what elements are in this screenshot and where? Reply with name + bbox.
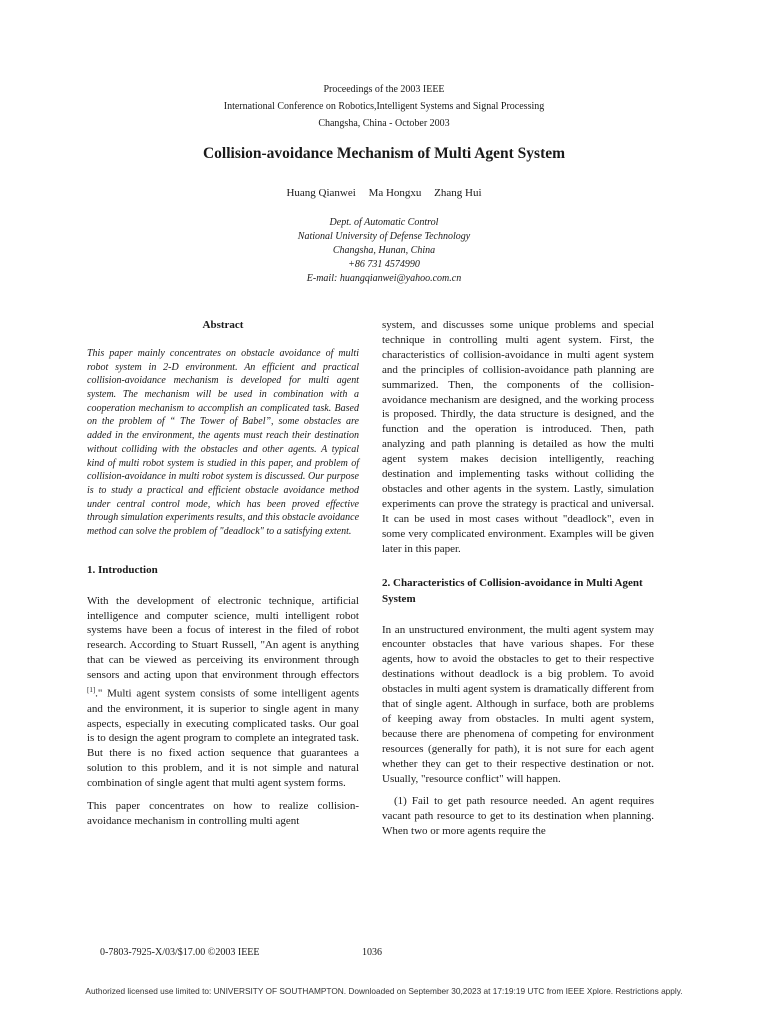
affiliation-phone: +86 731 4574990: [348, 259, 420, 270]
intro-paragraph-1-part-a: With the development of electronic technique, artificial intelligence and computer science, multi intelligent robot systems have been a focus of interest in the filed of robot research. According to Stuart Russell, "An agent is anything that can be viewed as perceiving its environment through sensors and acting upon that environment through effectors: [87, 594, 359, 682]
abstract-text: This paper mainly concentrates on obstacle avoidance of multi robot system in 2-D environment. An efficient and practical collision-avoidance mechanism is developed for multi agent system. The mechanism will be used in combination with a cooperation mechanism to accomplish an complicated task. Based on the problem of “ The Tower of Babel”, some obstacles are added in the environment, the agents must reach their destination without colliding with the obstacles and other agents. A typical kind of multi robot system is studied in this paper, and problem of collision-avoidance in multi robot system is discussed. Our purpose is to study a practical and efficient obstacle avoidance method under central control mode, which has been proved effective through simulation experiments results, and this obstacle avoidance method can solve the problem of "deadlock" to a satisfying extent.: [87, 347, 360, 538]
affiliation-dept: Dept. of Automatic Control: [329, 217, 439, 228]
affiliation-email: E-mail: huangqianwei@yahoo.com.cn: [306, 273, 462, 284]
author-3: Zhang Hui: [434, 187, 482, 199]
copyright-line: 0-7803-7925-X/03/$17.00 ©2003 IEEE: [100, 947, 260, 958]
affiliation-city: Changsha, Hunan, China: [332, 245, 436, 256]
license-notice: Authorized licensed use limited to: UNIVERSITY OF SOUTHAMPTON. Downloaded on September 30,2023 at 17:19:19 UTC from IEEE Xplore. Restrictions apply.: [85, 986, 683, 996]
affiliation-block: [0, 216, 768, 286]
affiliation-university: National University of Defense Technology: [297, 231, 471, 242]
left-column: [87, 318, 359, 837]
intro-paragraph-1: [87, 594, 359, 791]
author-list: [0, 187, 768, 199]
paper-title: Collision-avoidance Mechanism of Multi Agent System: [202, 145, 566, 162]
section-2-heading: 2. Characteristics of Collision-avoidance in Multi Agent System: [382, 576, 643, 605]
intro-heading: 1. Introduction: [87, 563, 158, 576]
proceedings-header: [0, 81, 768, 132]
right-column: [382, 318, 654, 847]
section-2-paragraph-2: (1) Fail to get path resource needed. An agent requires vacant path resource to get to its destination when planning. When two or more agents require the: [382, 795, 654, 838]
author-1: Huang Qianwei: [286, 187, 356, 199]
intro-paragraph-1-part-b: ." Multi agent system consists of some intelligent agents and the environment, it is superior to single agent in many aspects, especially in executing complicated tasks. Our goal is to design the agent program to complete an integrated task. But there is no fixed action sequence that guarantees a solution to this problem, and it is not simple and natural combination of single agent that multi agent system forms.: [87, 687, 359, 790]
proceedings-line-3: Changsha, China - October 2003: [318, 118, 450, 129]
citation-ref: [1]: [87, 686, 96, 695]
proceedings-line-2: International Conference on Robotics,Intelligent Systems and Signal Processing: [223, 101, 545, 112]
abstract-heading: Abstract: [202, 319, 244, 331]
intro-continued-paragraph: system, and discusses some unique problems and special technique in controlling multi agent system. First, the characteristics of collision-avoidance in multi agent system and the principles of collision-avoidance path planning are summarized. Then, the components of the collision-avoidance mechanism are designed, and the working process is proposed. Thirdly, the data structure is designed, and the function and the operation is introduced. Then, path analyzing and path planning is detailed as how the multi agent system makes decision intelligently, reaching destination and implementing tasks without colliding the obstacles and other agents in the system. Lastly, simulation experiments can prove the strategy is practical and universal. It can be used in most cases without "deadlock", even in some very complicated environment. Examples will be given later in this paper.: [382, 319, 654, 555]
page-number: 1036: [362, 947, 382, 958]
proceedings-line-1: Proceedings of the 2003 IEEE: [323, 84, 445, 95]
author-2: Ma Hongxu: [368, 187, 422, 199]
section-2-paragraph-1: In an unstructured environment, the multi agent system may encounter obstacles that have various shapes. For these agents, how to avoid the obstacles to get to their respective destinations without deadlock is a big problem. To avoid obstacles in multi agent system is dramatically different from that of single agent. Although in surface, both are problems of keeping away from obstacles. In multi agent system, because there are phenomena of competing for environment resources (generally for path), it is not sure for each agent whether they can get to their respective destination or not. Usually, "resource conflict" will happen.: [382, 623, 654, 785]
intro-paragraph-2: This paper concentrates on how to realize collision-avoidance mechanism in controlling multi agent: [87, 800, 359, 827]
